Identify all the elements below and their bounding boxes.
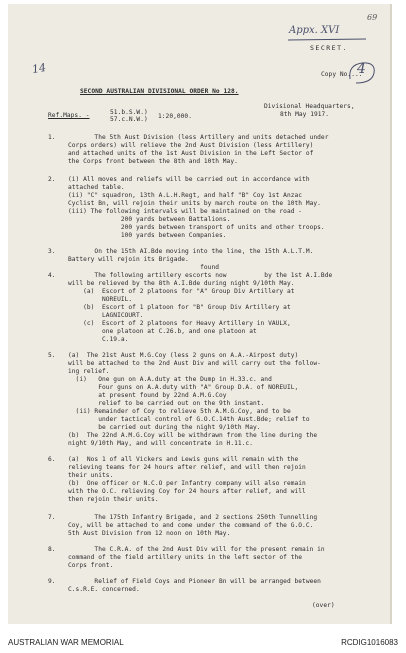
paragraph-number: 8.	[48, 546, 56, 553]
over-label: (over)	[312, 602, 335, 609]
appendix-underline	[288, 38, 368, 42]
paragraph-line: (i) All moves and reliefs will be carried out in accordance with	[68, 176, 310, 183]
paragraph-line: Corps front.	[68, 562, 114, 569]
paragraph-line: Battery will rejoin its Brigade.	[68, 256, 189, 263]
paragraph-number: 9.	[48, 578, 56, 585]
paragraph-line: (a) The 21st Aust M.G.Coy (less 2 guns on A.A.-Airpost duty)	[68, 352, 299, 359]
paragraph-line: Four guns on A.A.duty with "A" Group D.A. of NOREUIL,	[68, 384, 299, 391]
paragraph-line: relief to be carried out on the 9th instant.	[68, 400, 265, 407]
paragraph-line: (b) The 22nd A.M.G.Coy will be withdrawn from the line during the	[68, 432, 318, 439]
paragraph-line: (c) Escort of 2 platoons for Heavy Artillery in VAULX,	[68, 320, 291, 327]
paragraph-line: night 9/10th May, and will concentrate in H.11.c.	[68, 440, 253, 447]
appendix-annotation: Appx. XVI	[289, 25, 340, 36]
paragraph-line: C.19.a.	[68, 336, 129, 343]
paragraph-line: (ii) "C" squadron, 13th A.L.H.Regt, and half "B" Coy 1st Anzac	[68, 192, 303, 199]
secret-label: SECRET.	[310, 44, 348, 52]
document-page	[8, 4, 392, 624]
paragraph-line: relieving teams for 24 hours after relief, and will then rejoin	[68, 464, 306, 471]
paragraph-line: at present found by 22nd A.M.G.Coy	[68, 392, 227, 399]
paragraph-line: with the O.C. relieving Coy for 24 hours after relief, and will	[68, 488, 306, 495]
ref-scale: 1:20,000.	[158, 113, 192, 120]
paragraph-line: Coy, will be attached to and come under the command of the G.O.C.	[68, 522, 314, 529]
paragraph-number: 7.	[48, 514, 56, 521]
paragraph-line: command of the field artillery units in the left sector of the	[68, 554, 303, 561]
paragraph-line: The 5th Aust Division (less Artillery and units detached under	[68, 134, 329, 141]
paragraph-line: then rejoin their units.	[68, 496, 159, 503]
archive-footer	[0, 632, 406, 653]
ref-map-2: 57.c.N.W.)	[110, 116, 148, 123]
copy-no-circle	[346, 59, 378, 87]
paragraph-line: (a) Escort of 2 platoons for "A" Group Div Artillery at	[68, 288, 295, 295]
paragraph-line: C.s.R.E. concerned.	[68, 586, 140, 593]
paragraph-line: (b) One officer or N.C.O per Infantry company will also remain	[68, 480, 306, 487]
paragraph-number: 3.	[48, 248, 56, 255]
paragraph-line: 5th Aust Division from 12 noon on 10th May.	[68, 530, 231, 537]
hq-location: Divisional Headquarters,	[264, 103, 355, 110]
order-title: SECOND AUSTRALIAN DIVISIONAL ORDER No 128.	[80, 88, 239, 95]
paragraph-line: On the 15th AI.Bde moving into the line, the 15th A.L.T.M.	[68, 248, 314, 255]
paragraph-line: will be attached to the 2nd Aust Div and will carry out the follow-	[68, 360, 321, 367]
copy-no-handwritten: 4	[357, 61, 366, 77]
paragraph-line: 200 yards between Battalions.	[68, 216, 231, 223]
paragraph-number: 1.	[48, 134, 56, 141]
paragraph-line: The C.R.A. of the 2nd Aust Div will for the present remain in	[68, 546, 325, 553]
paragraph-line: LAGNICOURT.	[68, 312, 144, 319]
copy-no-label: Copy No....	[321, 71, 363, 78]
paragraph-line: found	[68, 264, 220, 271]
paragraph-line: (b) Escort of 1 platoon for "B" Group Div Artillery at	[68, 304, 291, 311]
footer-record-id: RCDIG1016083	[341, 638, 398, 647]
margin-number: 14	[30, 60, 48, 77]
ref-map-1: 51.b.S.W.)	[110, 109, 148, 116]
paragraph-line: 100 yards between Companies.	[68, 232, 227, 239]
ref-maps-label: Ref.Maps. -	[48, 112, 90, 119]
paragraph-line: attached table.	[68, 184, 125, 191]
paragraph-line: NOREUIL.	[68, 296, 133, 303]
paragraph-line: The following artillery escorts now by the 1st A.I.Bde	[68, 272, 333, 279]
paragraph-number: 4.	[48, 272, 56, 279]
paragraph-line: The 175th Infantry Brigade, and 2 sections 250th Tunnelling	[68, 514, 318, 521]
paragraph-line: Corps orders) will relieve the 2nd Aust Division (less Artillery)	[68, 142, 314, 149]
footer-institution: AUSTRALIAN WAR MEMORIAL	[8, 638, 124, 647]
paragraph-line: Relief of Field Coys and Pioneer Bn will be arranged between	[68, 578, 321, 585]
paragraph-line: under tactical control of G.O.C.14th Aust.Bde; relief to	[68, 416, 310, 423]
order-date: 8th May 1917.	[280, 111, 330, 118]
paragraph-line: (i) One gun on A.A.duty at the Dump in H.33.c. and	[68, 376, 272, 383]
paragraph-line: and attached units of the 1st Aust Division in the Left Sector of	[68, 150, 314, 157]
paragraph-line: (ii) Remainder of Coy to relieve 5th A.M.G.Coy, and to be	[68, 408, 291, 415]
paragraph-number: 2.	[48, 176, 56, 183]
paragraph-line: the Corps front between the 8th and 10th May.	[68, 158, 238, 165]
paragraph-line: (iii) The following intervals will be maintained on the road -	[68, 208, 303, 215]
paragraph-line: their units.	[68, 472, 114, 479]
paragraph-line: one platoon at C.26.b, and one platoon at	[68, 328, 257, 335]
paragraph-number: 6.	[48, 456, 56, 463]
page-number: 69	[367, 13, 378, 22]
paragraph-line: be carried out during the night 9/10th May.	[68, 424, 261, 431]
paragraph-number: 5.	[48, 352, 56, 359]
paragraph-line: 200 yards between transport of units and other troops.	[68, 224, 325, 231]
paragraph-line: (a) Nos 1 of all Vickers and Lewis guns will remain with the	[68, 456, 299, 463]
paragraph-line: will be relieved by the 8th A.I.Bde during night 9/10th May.	[68, 280, 295, 287]
paragraph-line: Cyclist Bn, will rejoin their units by march route on the 10th May.	[68, 200, 321, 207]
paragraph-line: ing relief.	[68, 368, 110, 375]
